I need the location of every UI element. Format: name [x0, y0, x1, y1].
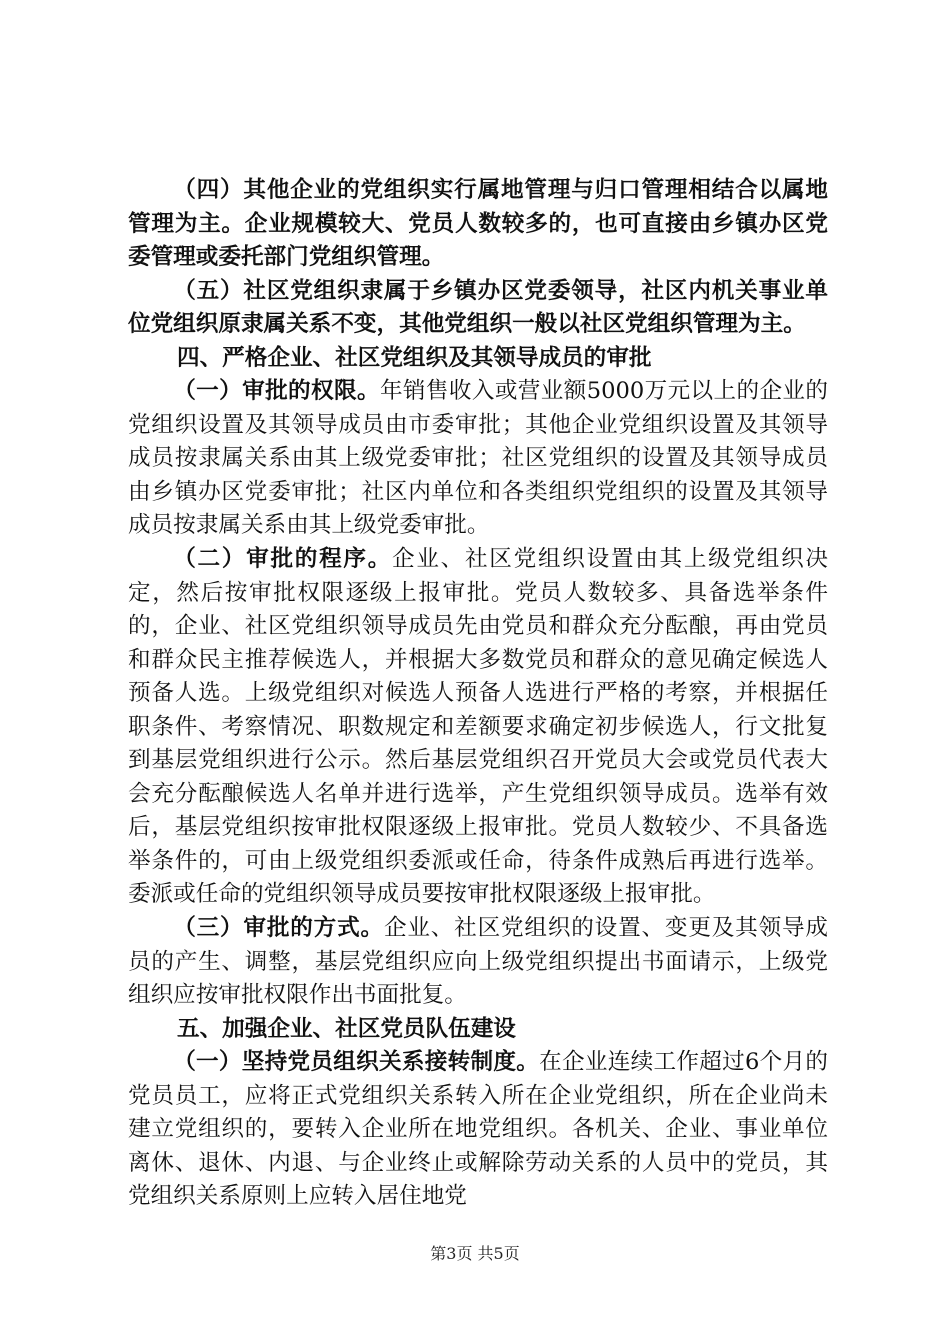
paragraph-approval-procedure [128, 543, 828, 912]
paragraph-approval-authority [128, 375, 828, 543]
paragraph-text: （四）其他企业的党组织实行属地管理与归口管理相结合以属地管理为主。企业规模较大、党员人数较多的，也可直接由乡镇办区党委管理或委托部门党组织管理。 [128, 177, 828, 271]
section-heading-4: 四、严格企业、社区党组织及其领导成员的审批 [177, 344, 652, 371]
paragraph-approval-method [128, 912, 828, 1013]
paragraph-text: 年销售收入或营业额5000万元以上的企业的党组织设置及其领导成员由市委审批；其他企业党组织设置及其领导成员按隶属关系由其上级党委审批；社区党组织的设置及其领导成员由乡镇办区党委审批；社区内单位和各类组织党组织的设置及其领导成员按隶属关系由其上级党委审批。 [128, 378, 829, 539]
paragraph-lead: （三）审批的方式。 [173, 915, 384, 942]
paragraph-section-3-item-4 [128, 174, 828, 275]
paragraph-text: 企业、社区党组织的设置、变更及其领导成员的产生、调整，基层党组织应向上级党组织提出书面请示，上级党组织应按审批权限作出书面批复。 [128, 915, 829, 1009]
page-number-footer: 第3页 共5页 [430, 1244, 520, 1263]
section-heading-5: 五、加强企业、社区党员队伍建设 [177, 1015, 516, 1042]
paragraph-lead: （二）审批的程序。 [173, 546, 393, 573]
document-body [128, 174, 828, 1214]
paragraph-membership-transfer [128, 1046, 828, 1214]
paragraph-section-3-item-5 [128, 275, 828, 342]
paragraph-text: 在企业连续工作超过6个月的党员员工，应将正式党组织关系转入所在企业党组织，所在企业尚未建立党组织的，要转入企业所在地党组织。各机关、企业、事业单位离休、退休、内退、与企业终止或解除劳动关系的人员中的党员，其党组织关系原则上应转入居住地党 [128, 1049, 829, 1210]
paragraph-text: （五）社区党组织隶属于乡镇办区党委领导，社区内机关事业单位党组织原隶属关系不变，其他党组织一般以社区党组织管理为主。 [128, 277, 828, 338]
paragraph-lead: （一）审批的权限。 [173, 378, 380, 405]
paragraph-lead: （一）坚持党员组织关系接转制度。 [173, 1049, 540, 1076]
paragraph-text: 企业、社区党组织设置由其上级党组织决定，然后按审批权限逐级上报审批。党员人数较多、具备选举条件的，企业、社区党组织领导成员先由党员和群众充分酝酿，再由党员和群众民主推荐候选人，并根据大多数党员和群众的意见确定候选人预备人选。上级党组织对候选人预备人选进行严格的考察，并根据任职条件、考察情况、职数规定和差额要求确定初步候选人，行文批复到基层党组织进行公示。然后基层党组织召开党员大会或党员代表大会充分酝酿候选人名单并进行选举，产生党组织领导成员。选举有效后，基层党组织按审批权限逐级上报审批。党员人数较少、不具备选举条件的，可由上级党组织委派或任命，待条件成熟后再进行选举。委派或任命的党组织领导成员要按审批权限逐级上报审批。 [128, 546, 829, 908]
